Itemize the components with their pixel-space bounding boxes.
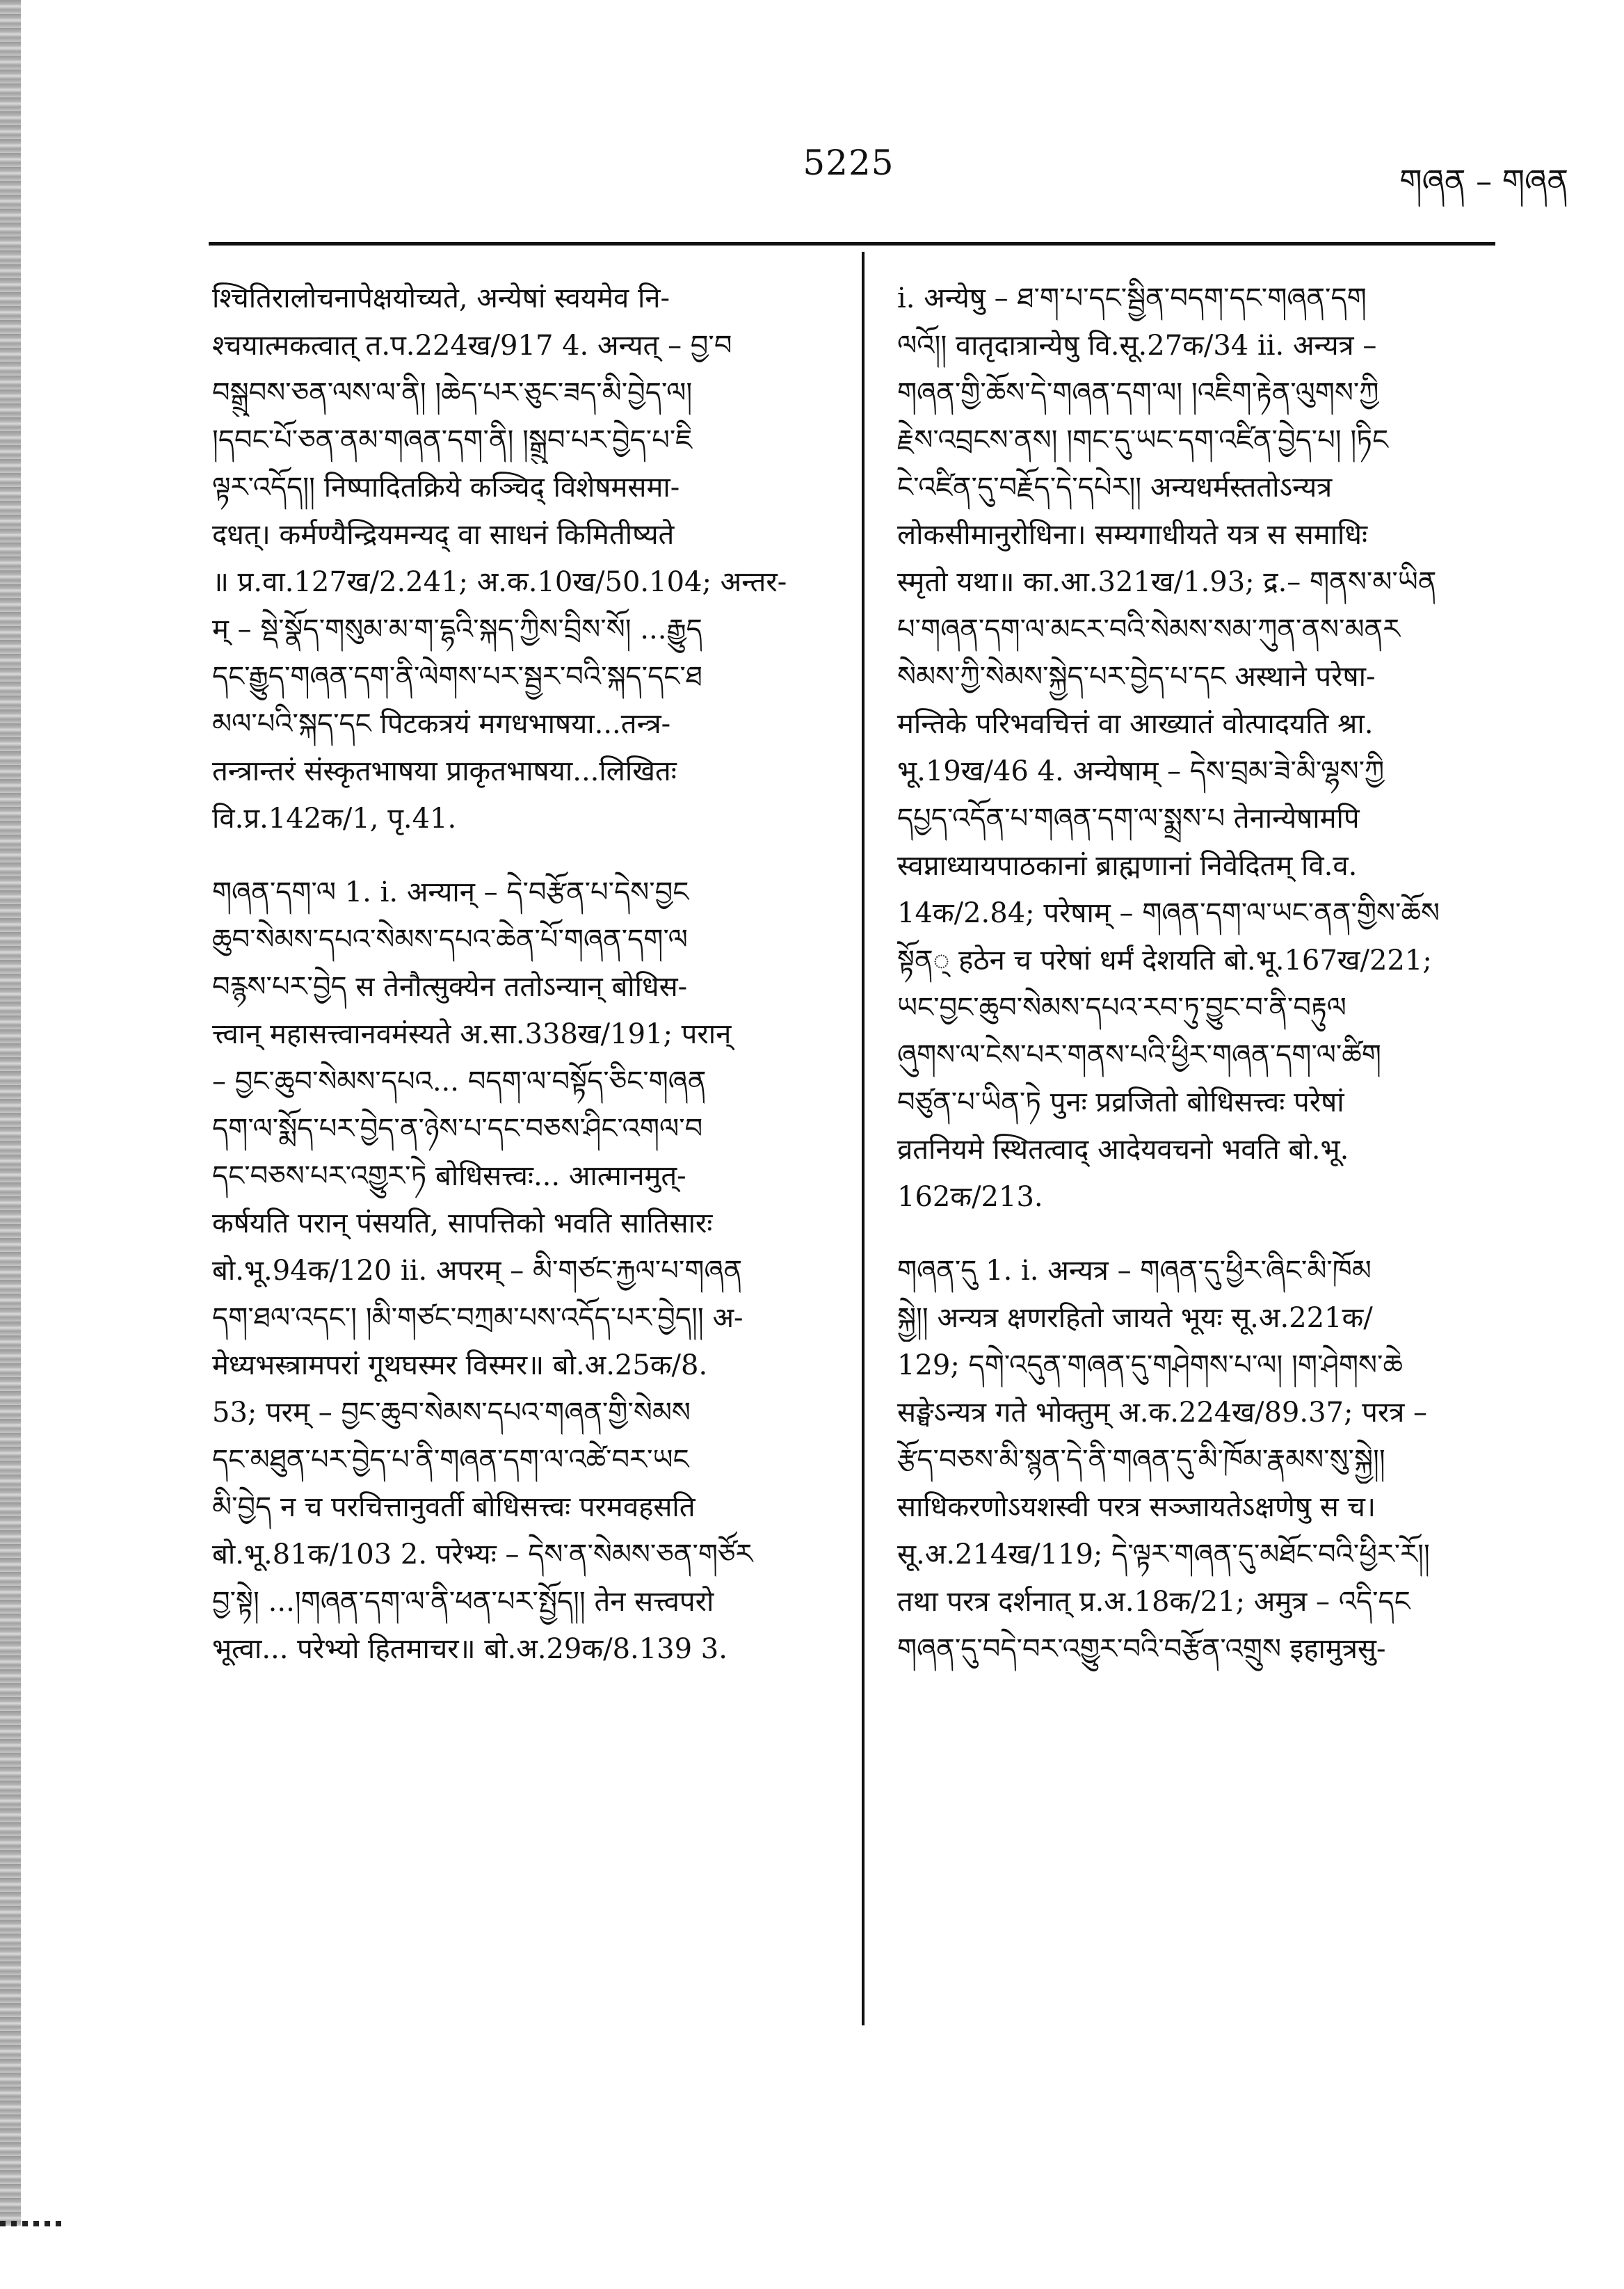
entry-line: དག་ཐལ་འདང་། །མི་གཙང་བཀྲམ་པས་འདོད་པར་བྱེད།། अ- (212, 1302, 743, 1334)
entry-line: स्मृतो यथा॥ का.आ.321ख/1.93; द्र.– གནས་མ་ཡིན (897, 566, 1437, 598)
entry-line: श्चितिरालोचनापेक्षयोच्यते, अन्येषां स्वयमेव नि- (212, 282, 670, 314)
entry-line: सू.अ.214ख/119; དེ་ལྟར་གཞན་དུ་མཐོང་བའི་ཕྱིར་རོ།། (897, 1539, 1430, 1571)
entry-line: स्वप्नाध्यायपाठकानां ब्राह्मणानां निवेदितम् वि.व. (897, 850, 1358, 882)
entry-line: དག་ལ་སྨོད་པར་བྱེད་ན་ཉེས་པ་དང་བཅས་ཤིང་འགལ་བ (212, 1113, 703, 1145)
entry-line: སྐྱེ།། अन्यत्र क्षणरहितो जायते भूयः सू.अ.221क/ (897, 1302, 1373, 1334)
entry-line: རྩོད་བཅས་མི་སྙན་དེ་ནི་གཞན་དུ་མི་ཁོམ་རྣམས་སུ་སྐྱེ།། (897, 1444, 1385, 1476)
scan-edge-shadow (0, 0, 21, 2226)
entry-line: i. अन्येषु – ཐ་ག་པ་དང་སྦྱིན་བདག་དང་གཞན་དག (897, 282, 1367, 314)
entry-line: – བྱང་ཆུབ་སེམས་དཔའ... བདག་ལ་བསྟོད་ཅིང་གཞན (212, 1066, 707, 1098)
entry-line: भू.19ख/46 4. अन्येषाम् – དེས་བྲམ་ཟེ་མི་ལྷས་ཀྱི (897, 755, 1385, 787)
entry-line: མི་བྱེད न च परचित्तानुवर्ती बोधिसत्त्वः परमवहसति (212, 1491, 696, 1523)
entry-line: मन्तिके परिभवचित्तं वा आख्यातं वोत्पादयति श्रा. (897, 708, 1374, 740)
entry-line: ཆུབ་སེམས་དཔའ་སེམས་དཔའ་ཆེན་པོ་གཞན་དག་ལ (212, 924, 688, 956)
entry-line: གཞན་གྱི་ཆོས་དེ་གཞན་དག་ལ། །འཇིག་རྟེན་ལུགས་ཀྱི (897, 377, 1379, 409)
entry-line: 14क/2.84; परेषाम् – གཞན་དག་ལ་ཡང་ནན་གྱིས་ཆོས (897, 897, 1440, 929)
entry-line: དང་མཐུན་པར་བྱེད་པ་ནི་གཞན་དག་ལ་འཚེ་བར་ཡང (212, 1444, 689, 1476)
entry-line: །དབང་པོ་ཅན་ནམ་གཞན་དག་ནི། །སྒྲུབ་པར་བྱེད་པ་ཇི (212, 424, 693, 456)
entry-line: ལའོ།། वातृदात्रान्येषु वि.सू.27क/34 ii. अन्यत्र – (897, 330, 1377, 362)
entry-line: སྟོན् हठेन च परेषां धर्मं देशयति बो.भू.167ख/221; (897, 945, 1432, 977)
entry-line: भूत्वा... परेभ्यो हितमाचर॥ बो.अ.29क/8.139 3. (212, 1633, 727, 1665)
scan-mark (0, 2221, 63, 2226)
entry-line: གཞན་དུ་བདེ་བར་འགྱུར་བའི་བརྩོན་འགྲུས इहामुत्रसु- (897, 1633, 1386, 1665)
entry-line: དང་རྒྱུད་གཞན་དག་ནི་ལེགས་པར་སྦྱར་བའི་སྐད་དང་ཐ (212, 661, 702, 693)
right-column (897, 275, 1492, 1699)
entry-line: བརྙས་པར་བྱེད स तेनौत्सुक्येन ततोऽन्यान् बोधिस- (212, 971, 688, 1003)
page-number: 5225 (803, 143, 894, 183)
entry-line: 129; དགེ་འདུན་གཞན་དུ་གཤེགས་པ་ལ། །ག་ཤེགས་ཆེ (897, 1349, 1403, 1381)
entry-line: बो.भू.94क/120 ii. अपरम् – མི་གཙང་རྐྱལ་པ་གཞན (212, 1255, 743, 1287)
entry-line: तन्त्रान्तरं संस्कृतभाषया प्राकृतभाषया...लिखितः (212, 755, 677, 787)
entry-line: ॥ प्र.वा.127ख/2.241; अ.क.10ख/50.104; अन्तर- (212, 566, 787, 598)
entry-line: ངེ་འཛིན་དུ་བརྗོད་དེ་དཔེར།། अन्यधर्मस्ततोऽन्यत्र (897, 472, 1333, 504)
dictionary-entry (212, 869, 821, 1673)
entry-line: कर्षयति परान् पंसयति, सापत्तिको भवति सातिसारः (212, 1207, 713, 1239)
entry-line: 162क/213. (897, 1181, 1043, 1213)
entry-line: རྗེས་འབྲངས་ནས། །གང་དུ་ཡང་དག་འཛིན་བྱེད་པ། །ཏིང (897, 424, 1389, 456)
entry-line: बो.भू.81क/103 2. परेभ्यः – དེས་ན་སེམས་ཅན་གཙོར (212, 1539, 753, 1571)
entry-line: གཞན་དག་ལ 1. i. अन्यान् – དེ་བརྩོན་པ་དེས་བྱང (212, 876, 689, 908)
running-headword: གཞན – གཞན (1399, 162, 1568, 200)
entry-line: དཔྱད་འདོན་པ་གཞན་དག་ལ་སྨྲས་པ तेनान्येषामपि (897, 803, 1360, 835)
entry-line: དང་བཅས་པར་འགྱུར་ཏེ बोधिसत्त्वः... आत्मानमुत्- (212, 1160, 686, 1192)
header-rule (209, 242, 1495, 246)
entry-line: दधत्। कर्मण्यैन्द्रियमन्यद् वा साधनं किमितीष्यते (212, 519, 675, 551)
entry-line: ཡང་བྱང་ཆུབ་སེམས་དཔའ་རབ་ཏུ་བྱུང་བ་ནི་བརྟུལ (897, 992, 1346, 1024)
entry-line: त्त्वान् महासत्त्वानवमंस्यते अ.सा.338ख/191; परान् (212, 1018, 732, 1050)
entry-line: པ་གཞན་དག་ལ་མངར་བའི་སེམས་སམ་ཀུན་ནས་མནར (897, 613, 1401, 645)
dictionary-entry (897, 275, 1492, 1221)
entry-line: वि.प्र.142क/1, पृ.41. (212, 803, 457, 835)
entry-line: བསྒྲུབས་ཅན་ལས་ལ་ནི། །ཆེད་པར་ཅུང་ཟད་མི་བྱེད་ལ། (212, 377, 693, 409)
entry-line: 53; परम् – བྱང་ཆུབ་སེམས་དཔའ་གཞན་གྱི་སེམས (212, 1397, 691, 1429)
entry-line: व्रतनियमे स्थितत्वाद् आदेयवचनो भवति बो.भू. (897, 1134, 1349, 1166)
column-divider (862, 252, 865, 2025)
entry-line: लोकसीमानुरोधिना। सम्यगाधीयते यत्र स समाधिः (897, 519, 1368, 551)
entry-line: མལ་པའི་སྐད་དང पिटकत्रयं मगधभाषया...तन्त्र- (212, 708, 671, 740)
entry-line: བཙུན་པ་ཡིན་ཏེ पुनः प्रव्रजितो बोधिसत्त्वः परेषां (897, 1086, 1344, 1118)
dictionary-entry (212, 275, 821, 842)
entry-line: བྱ་སྟེ། ...།གཞན་དག་ལ་ནི་ཕན་པར་སྤྱོད།། तेन सत्त्वपरो (212, 1586, 714, 1618)
entry-line: श्चयात्मकत्वात् त.प.224ख/917 4. अन्यत् – བྱ་བ (212, 330, 732, 362)
entry-line: ཞུགས་ལ་ངེས་པར་གནས་པའི་ཕྱིར་གཞན་དག་ལ་ཚིག (897, 1039, 1381, 1071)
left-column (212, 275, 821, 1699)
entry-line: साधिकरणोऽयशस्वी परत्र सञ्जायतेऽक्षणेषु स च। (897, 1491, 1376, 1523)
entry-line: སེམས་ཀྱི་སེམས་སྐྱེད་པར་བྱེད་པ་དང अस्थाने परेषा- (897, 661, 1376, 693)
entry-line: सङ्घेऽन्यत्र गते भोक्तुम् अ.क.224ख/89.37; परत्र – (897, 1397, 1428, 1429)
entry-line: གཞན་དུ 1. i. अन्यत्र – གཞན་དུ་ཕྱིར་ཞིང་མི་ཁོམ (897, 1255, 1372, 1287)
entry-line: तथा परत्र दर्शनात् प्र.अ.18क/21; अमुत्र – འདི་དང (897, 1586, 1410, 1618)
dictionary-entry (897, 1247, 1492, 1673)
entry-line: ལྟར་འདོད།། निष्पादितक्रिये कञ्चिद् विशेषमसमा- (212, 472, 680, 504)
entry-line: मेध्यभस्त्रामपरां गूथघस्मर विस्मर॥ बो.अ.25क/8. (212, 1349, 708, 1381)
entry-line: म् – སྡེ་སྣོད་གསུམ་མ་ག་དྷའི་སྐད་ཀྱིས་བྲིས་སོ། ...རྒྱུད (212, 613, 702, 645)
